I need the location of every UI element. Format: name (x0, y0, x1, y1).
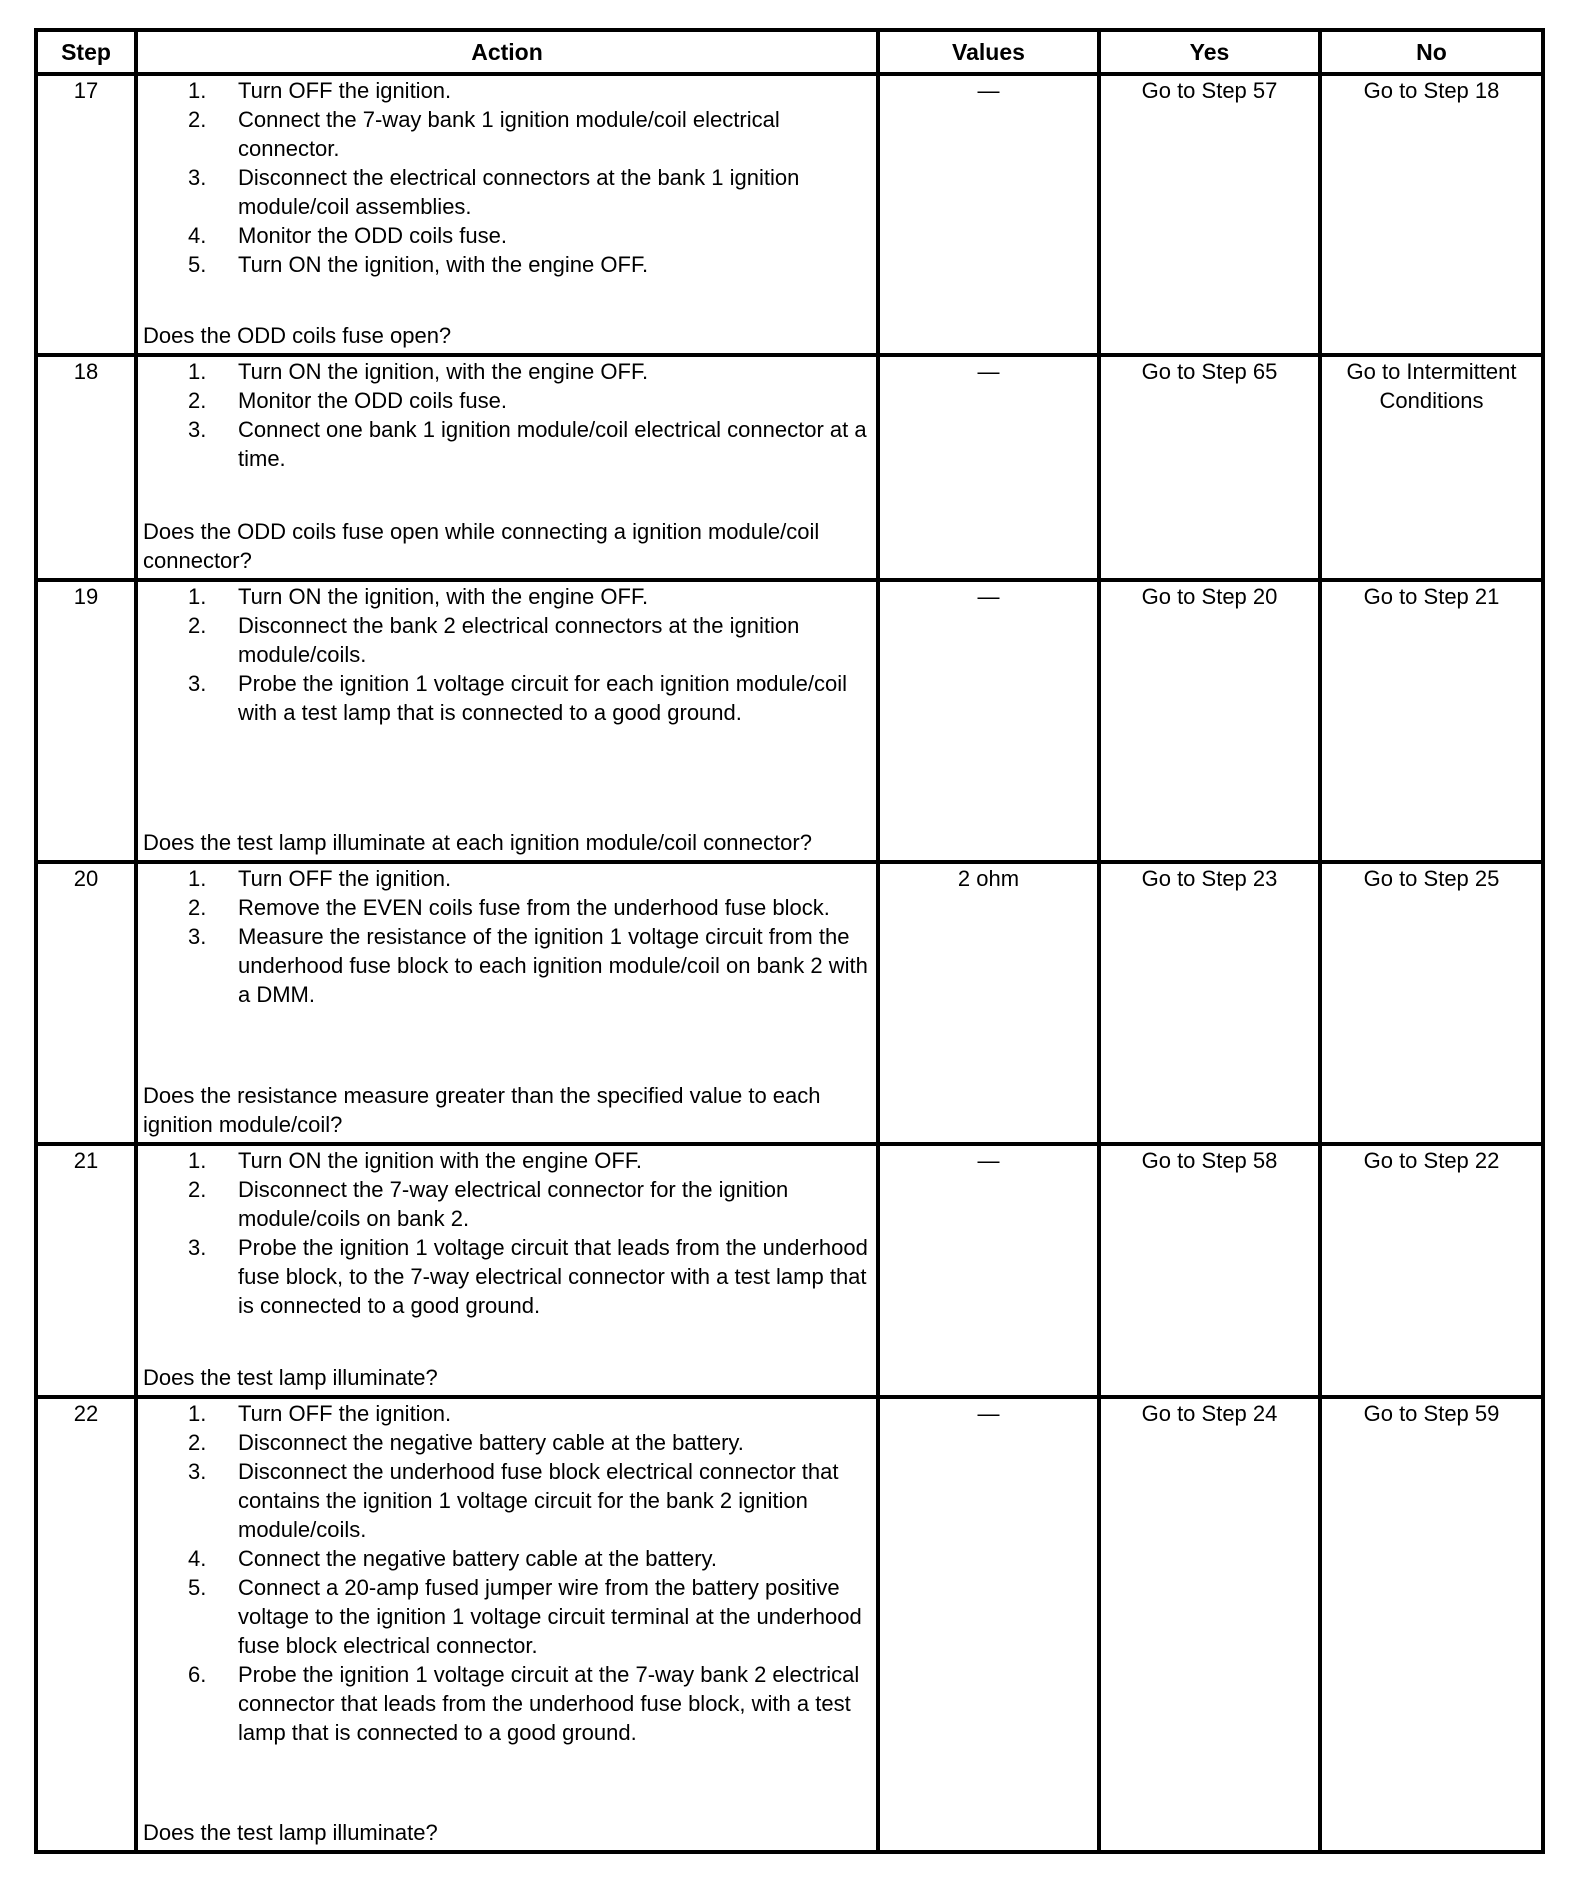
list-item (138, 163, 876, 221)
table-row (36, 580, 1543, 862)
question-text: Does the test lamp illuminate? (143, 1365, 438, 1390)
item-number: 3. (188, 671, 207, 696)
step-number: 18 (36, 355, 136, 580)
item-text: Turn OFF the ignition. (238, 78, 452, 103)
question-text: Does the test lamp illuminate? (143, 1820, 438, 1845)
item-number: 2. (188, 388, 207, 413)
header-no: No (1320, 30, 1543, 74)
item-text: Turn OFF the ignition. (238, 866, 452, 891)
item-text: Turn OFF the ignition. (238, 1401, 452, 1426)
diagnostic-table (34, 28, 1545, 1854)
action-cell (136, 580, 878, 862)
list-item (138, 415, 876, 473)
list-item (138, 922, 876, 1009)
no-cell: Go to Step 21 (1320, 580, 1543, 862)
item-number: 2. (188, 1430, 207, 1455)
table-row (36, 862, 1543, 1144)
value-cell: — (878, 580, 1099, 862)
value-cell: — (878, 1397, 1099, 1852)
item-text: Probe the ignition 1 voltage circuit for each ignition module/coil with a test lamp that is connected to a good ground. (238, 671, 848, 725)
item-text: Disconnect the negative battery cable at the battery. (238, 1430, 744, 1455)
item-number: 4. (188, 223, 207, 248)
item-number: 3. (188, 417, 207, 442)
item-number: 1. (188, 359, 207, 384)
item-text: Probe the ignition 1 voltage circuit that leads from the underhood fuse block, to the 7-way electrical connector with a test lamp that is connected to a good ground. (238, 1235, 868, 1318)
action-list (138, 357, 876, 473)
item-text: Disconnect the electrical connectors at the bank 1 ignition module/coil assemblies. (238, 165, 800, 219)
list-item (138, 105, 876, 163)
question-text: Does the test lamp illuminate at each ignition module/coil connector? (143, 830, 812, 855)
item-text: Turn ON the ignition, with the engine OFF. (238, 359, 649, 384)
value-cell: — (878, 355, 1099, 580)
header-action: Action (136, 30, 878, 74)
header-step: Step (36, 30, 136, 74)
list-item (138, 386, 876, 415)
list-item (138, 1573, 876, 1660)
list-item (138, 669, 876, 727)
item-number: 2. (188, 107, 207, 132)
list-item (138, 611, 876, 669)
table-row (36, 355, 1543, 580)
no-cell: Go to Step 18 (1320, 74, 1543, 355)
list-item (138, 1233, 876, 1320)
item-number: 1. (188, 866, 207, 891)
list-item (138, 582, 876, 611)
list-item (138, 250, 876, 279)
item-text: Turn ON the ignition, with the engine OFF. (238, 252, 649, 277)
yes-cell: Go to Step 23 (1099, 862, 1320, 1144)
table-row (36, 1397, 1543, 1852)
no-cell: Go to Step 59 (1320, 1397, 1543, 1852)
item-number: 5. (188, 252, 207, 277)
yes-cell: Go to Step 65 (1099, 355, 1320, 580)
item-text: Measure the resistance of the ignition 1 voltage circuit from the underhood fuse block to each ignition module/coil on bank 2 with a DMM. (238, 924, 868, 1007)
item-text: Monitor the ODD coils fuse. (238, 223, 507, 248)
step-number: 21 (36, 1144, 136, 1397)
item-text: Remove the EVEN coils fuse from the underhood fuse block. (238, 895, 830, 920)
item-number: 1. (188, 584, 207, 609)
yes-cell: Go to Step 57 (1099, 74, 1320, 355)
item-text: Turn ON the ignition, with the engine OFF. (238, 584, 649, 609)
header-row (36, 30, 1543, 74)
item-number: 1. (188, 78, 207, 103)
no-cell: Go to Step 25 (1320, 862, 1543, 1144)
item-text: Disconnect the 7-way electrical connector for the ignition module/coils on bank 2. (238, 1177, 789, 1231)
item-text: Connect one bank 1 ignition module/coil electrical connector at a time. (238, 417, 867, 471)
item-text: Monitor the ODD coils fuse. (238, 388, 507, 413)
item-text: Connect the 7-way bank 1 ignition module/coil electrical connector. (238, 107, 780, 161)
list-item (138, 1428, 876, 1457)
step-number: 20 (36, 862, 136, 1144)
yes-cell: Go to Step 58 (1099, 1144, 1320, 1397)
item-number: 6. (188, 1662, 207, 1687)
item-number: 4. (188, 1546, 207, 1571)
header-values: Values (878, 30, 1099, 74)
value-cell: — (878, 1144, 1099, 1397)
action-list (138, 1399, 876, 1747)
action-list (138, 76, 876, 279)
list-item (138, 1146, 876, 1175)
list-item (138, 357, 876, 386)
question-text: Does the ODD coils fuse open while connecting a ignition module/coil connector? (143, 519, 820, 573)
step-number: 19 (36, 580, 136, 862)
action-cell (136, 74, 878, 355)
list-item (138, 893, 876, 922)
action-list (138, 582, 876, 727)
item-text: Connect a 20-amp fused jumper wire from the battery positive voltage to the ignition 1 voltage circuit terminal at the underhood fuse block electrical connector. (238, 1575, 862, 1658)
step-number: 17 (36, 74, 136, 355)
item-number: 1. (188, 1148, 207, 1173)
item-number: 3. (188, 1235, 207, 1260)
item-number: 2. (188, 613, 207, 638)
item-number: 3. (188, 165, 207, 190)
list-item (138, 1457, 876, 1544)
list-item (138, 221, 876, 250)
action-list (138, 864, 876, 1009)
table-row (36, 1144, 1543, 1397)
table-row (36, 74, 1543, 355)
step-number: 22 (36, 1397, 136, 1852)
item-text: Probe the ignition 1 voltage circuit at the 7-way bank 2 electrical connector that leads from the underhood fuse block, with a test lamp that is connected to a good ground. (238, 1662, 860, 1745)
item-text: Connect the negative battery cable at the battery. (238, 1546, 718, 1571)
action-cell (136, 1397, 878, 1852)
value-cell: 2 ohm (878, 862, 1099, 1144)
list-item (138, 864, 876, 893)
item-text: Turn ON the ignition with the engine OFF. (238, 1148, 642, 1173)
action-cell (136, 355, 878, 580)
item-number: 2. (188, 895, 207, 920)
no-cell: Go to Step 22 (1320, 1144, 1543, 1397)
action-cell (136, 862, 878, 1144)
list-item (138, 1544, 876, 1573)
list-item (138, 1399, 876, 1428)
list-item (138, 1175, 876, 1233)
item-text: Disconnect the bank 2 electrical connectors at the ignition module/coils. (238, 613, 800, 667)
list-item (138, 1660, 876, 1747)
item-number: 1. (188, 1401, 207, 1426)
item-number: 3. (188, 1459, 207, 1484)
question-text: Does the ODD coils fuse open? (143, 323, 452, 348)
item-number: 2. (188, 1177, 207, 1202)
action-cell (136, 1144, 878, 1397)
item-text: Disconnect the underhood fuse block electrical connector that contains the ignition 1 voltage circuit for the bank 2 ignition module/coils. (238, 1459, 839, 1542)
yes-cell: Go to Step 24 (1099, 1397, 1320, 1852)
yes-cell: Go to Step 20 (1099, 580, 1320, 862)
question-text: Does the resistance measure greater than the specified value to each ignition module/coil? (143, 1083, 821, 1137)
value-cell: — (878, 74, 1099, 355)
no-cell: Go to Intermittent Conditions (1320, 355, 1543, 580)
list-item (138, 76, 876, 105)
item-number: 5. (188, 1575, 207, 1600)
header-yes: Yes (1099, 30, 1320, 74)
action-list (138, 1146, 876, 1320)
item-number: 3. (188, 924, 207, 949)
